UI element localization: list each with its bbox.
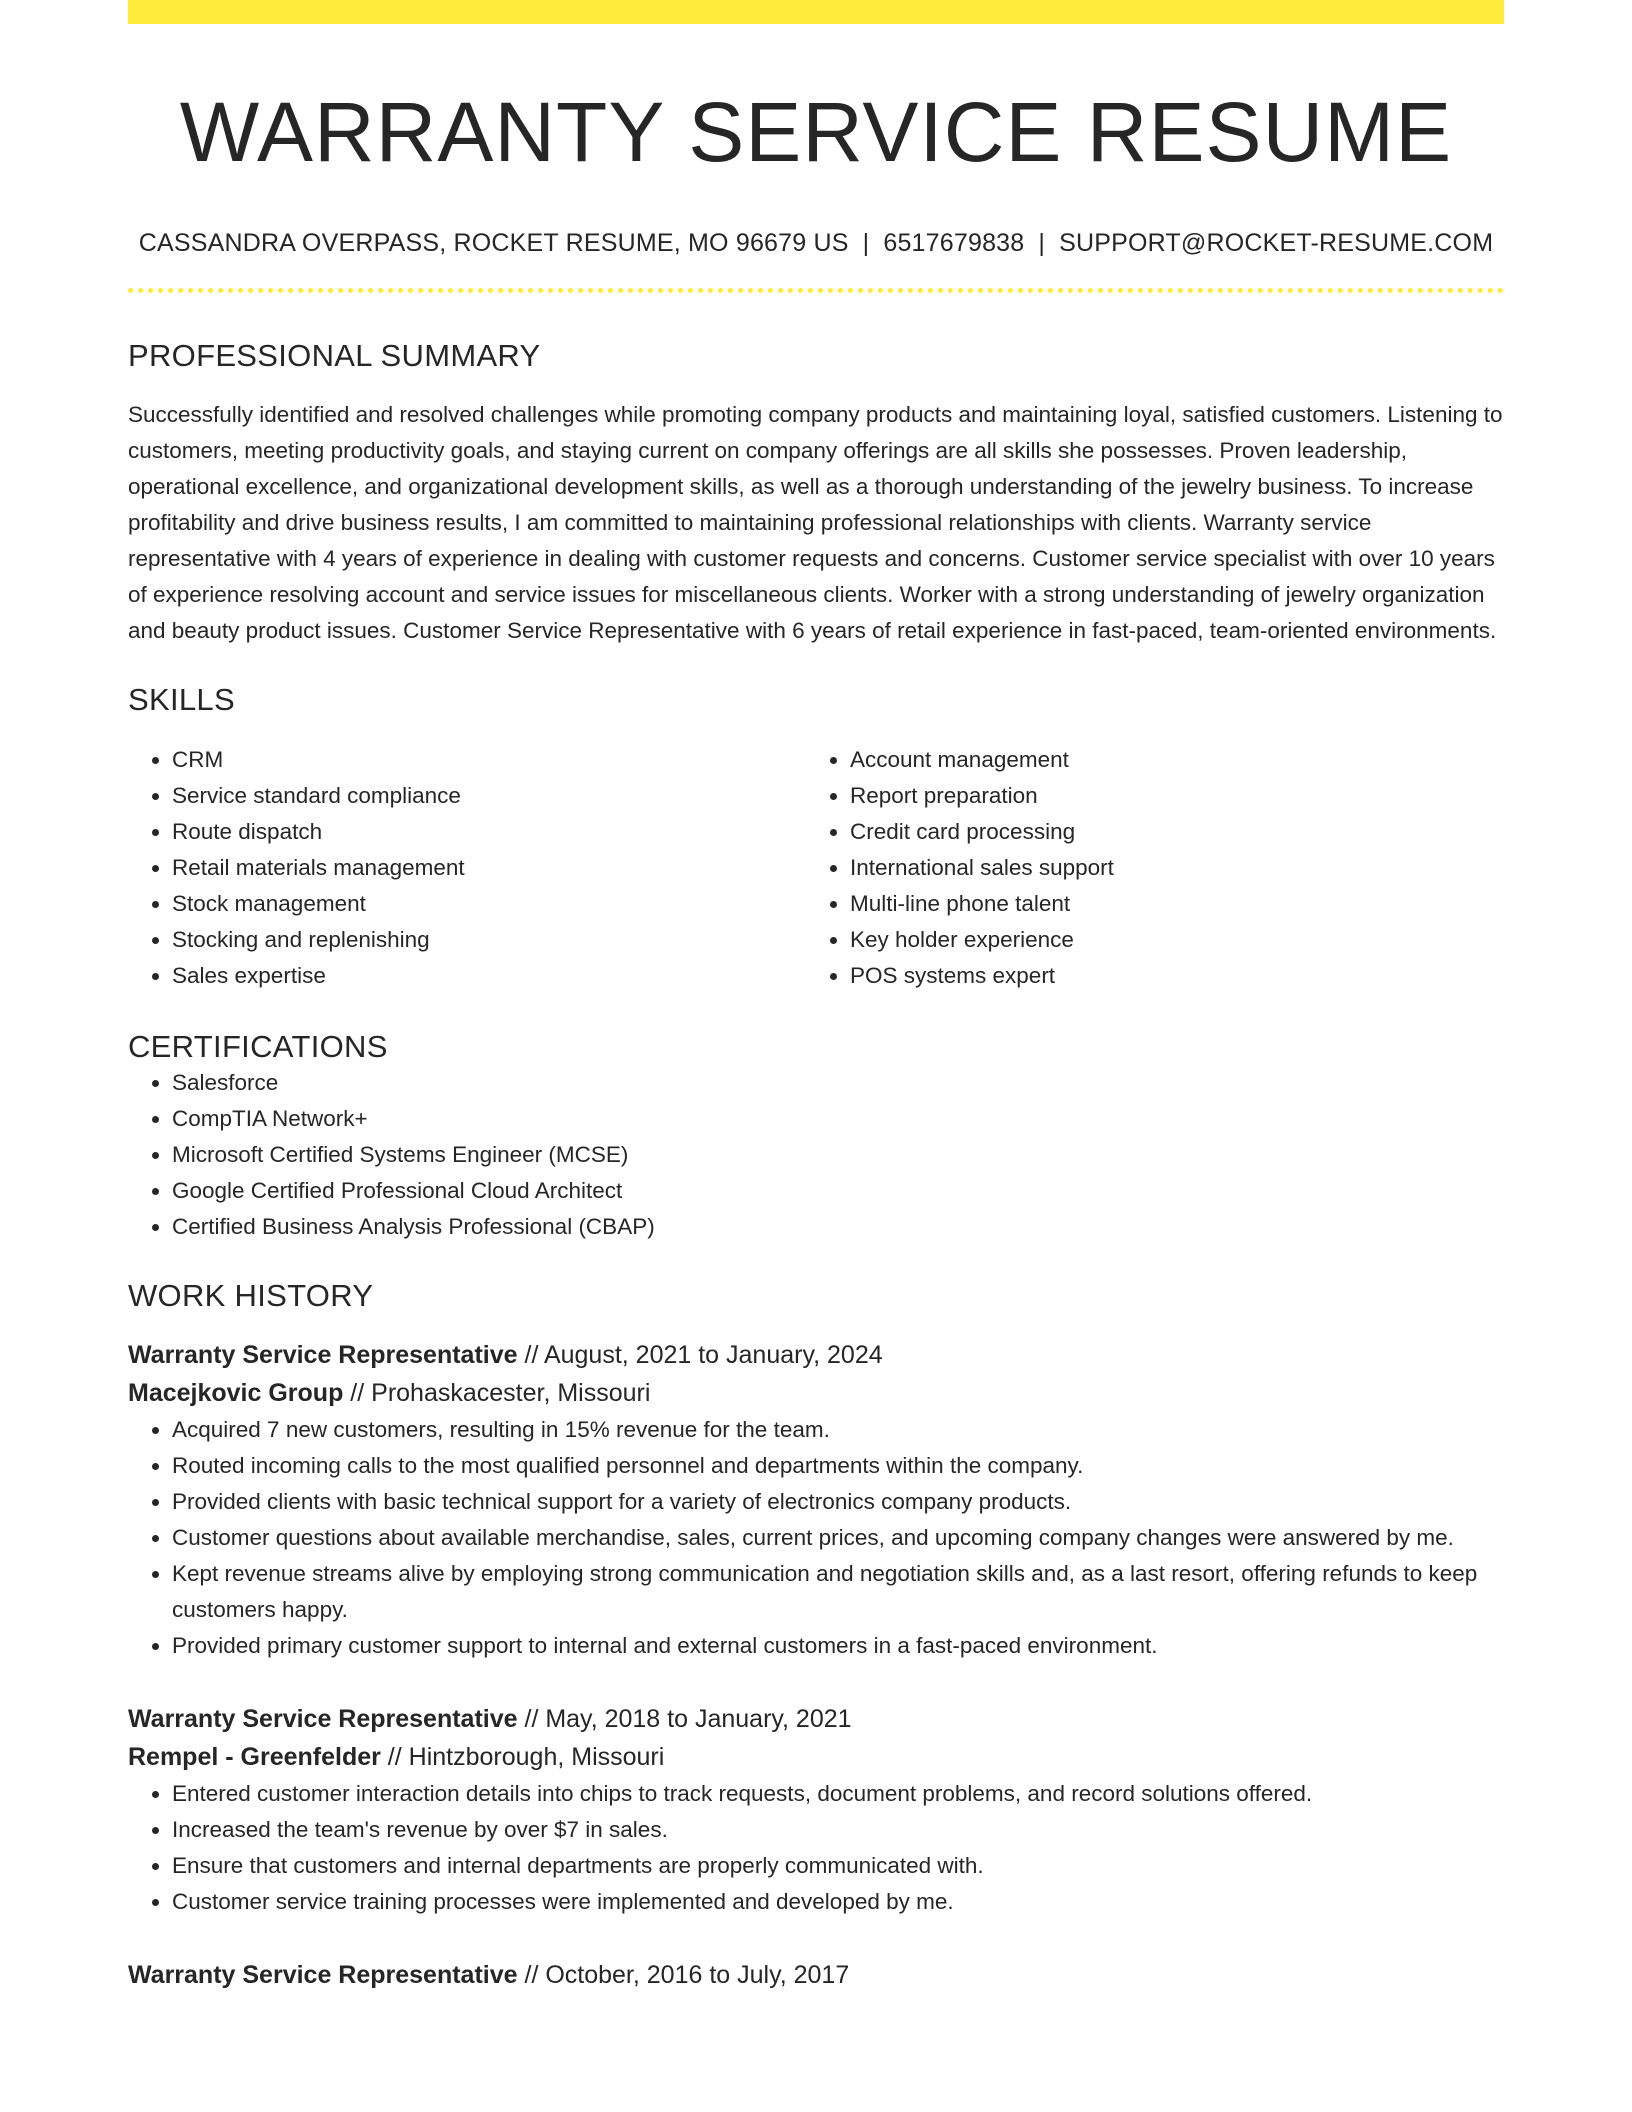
job-title: Warranty Service Representative <box>128 1341 518 1370</box>
skill-item: • Service standard compliance <box>172 778 806 814</box>
job-title: Warranty Service Representative <box>128 1705 518 1734</box>
professional-summary-section <box>128 337 1504 648</box>
contact-phone: 6517679838 <box>883 229 1025 258</box>
skill-item: • Stock management <box>172 886 806 922</box>
job-title-line <box>128 1956 1504 1994</box>
work-history-section <box>128 1277 1504 1994</box>
skills-column-left <box>128 742 806 994</box>
job-title-line <box>128 1700 1504 1738</box>
job-duty-item: • Customer service training processes were implemented and developed by me. <box>172 1884 1504 1920</box>
section-heading: CERTIFICATIONS <box>128 1028 388 1064</box>
job-duty-item: • Kept revenue streams alive by employing strong communication and negotiation skills and, as a last resort, offering refunds to keep customers happy. <box>172 1556 1504 1628</box>
certification-item: • Salesforce <box>172 1065 1504 1101</box>
summary-text: Successfully identified and resolved challenges while promoting company products and maintaining loyal, satisfied customers. Listening to customers, meeting productivity goals, and staying current on company offerings are all skills she possesses. Proven leadership, operational excellence, and organizational development skills, as well as a thorough understanding of the jewelry business. To increase profitability and drive business results, I am committed to maintaining professional relationships with clients. Warranty service representative with 4 years of experience in dealing with customer requests and concerns. Customer service specialist with over 10 years of experience resolving account and service issues for miscellaneous clients. Worker with a strong understanding of jewelry organization and beauty product issues. Customer Service Representative with 6 years of retail experience in fast-paced, team-oriented environments. <box>128 401 1503 643</box>
job-duty-item: • Customer questions about available merchandise, sales, current prices, and upcoming company changes were answered by me. <box>172 1520 1504 1556</box>
skills-column-right <box>806 742 1484 994</box>
certification-item: • Certified Business Analysis Professional (CBAP) <box>172 1209 1504 1245</box>
job-location: // Hintzborough, Missouri <box>380 1743 665 1772</box>
section-heading: WORK HISTORY <box>128 1277 374 1313</box>
skill-item: • Route dispatch <box>172 814 806 850</box>
skill-item: • International sales support <box>850 850 1484 886</box>
skill-item: • Key holder experience <box>850 922 1484 958</box>
skill-item: • Account management <box>850 742 1484 778</box>
section-heading: SKILLS <box>128 681 235 717</box>
job-entry <box>128 1700 1504 1920</box>
skill-item: • Credit card processing <box>850 814 1484 850</box>
dotted-divider <box>128 288 1504 293</box>
certification-item: • CompTIA Network+ <box>172 1101 1504 1137</box>
skills-columns <box>128 742 1504 994</box>
job-location: // Prohaskacester, Missouri <box>343 1379 651 1408</box>
skill-item: • Retail materials management <box>172 850 806 886</box>
contact-address: CASSANDRA OVERPASS, ROCKET RESUME, MO 96679 US <box>138 229 849 258</box>
job-title: Warranty Service Representative <box>128 1961 518 1990</box>
job-company-line <box>128 1374 1504 1412</box>
job-duty-item: • Provided primary customer support to internal and external customers in a fast-paced environment. <box>172 1628 1504 1664</box>
job-company-line <box>128 1738 1504 1776</box>
job-duties-list <box>128 1776 1504 1920</box>
skill-item: • Sales expertise <box>172 958 806 994</box>
job-dates: // May, 2018 to January, 2021 <box>517 1705 852 1734</box>
skill-item: • CRM <box>172 742 806 778</box>
job-duty-item: • Entered customer interaction details into chips to track requests, document problems, and record solutions offered. <box>172 1776 1504 1812</box>
contact-email: SUPPORT@ROCKET-RESUME.COM <box>1059 229 1494 258</box>
skills-section <box>128 681 1504 994</box>
contact-separator: | <box>1038 229 1046 258</box>
skills-list-right <box>806 742 1484 994</box>
contact-separator: | <box>862 229 870 258</box>
skill-item: • Multi-line phone talent <box>850 886 1484 922</box>
certifications-list <box>128 1065 1504 1245</box>
job-duties-list <box>128 1412 1504 1664</box>
resume-title: WARRANTY SERVICE RESUME <box>179 85 1453 179</box>
job-title-line <box>128 1336 1504 1374</box>
job-duty-item: • Increased the team's revenue by over $7 in sales. <box>172 1812 1504 1848</box>
job-duty-item: • Acquired 7 new customers, resulting in 15% revenue for the team. <box>172 1412 1504 1448</box>
skill-item: • Report preparation <box>850 778 1484 814</box>
job-duty-item: • Routed incoming calls to the most qualified personnel and departments within the company. <box>172 1448 1504 1484</box>
section-heading: PROFESSIONAL SUMMARY <box>128 338 541 374</box>
job-company: Macejkovic Group <box>128 1379 344 1408</box>
certification-item: • Google Certified Professional Cloud Architect <box>172 1173 1504 1209</box>
contact-line <box>128 228 1504 258</box>
top-accent-bar <box>128 0 1504 24</box>
resume-page <box>128 0 1504 1994</box>
job-duty-item: • Provided clients with basic technical support for a variety of electronics company products. <box>172 1484 1504 1520</box>
job-entry <box>128 1956 1504 1994</box>
skills-list-left <box>128 742 806 994</box>
job-company: Rempel - Greenfelder <box>128 1743 381 1772</box>
job-entry <box>128 1336 1504 1664</box>
certification-item: • Microsoft Certified Systems Engineer (MCSE) <box>172 1137 1504 1173</box>
skill-item: • Stocking and replenishing <box>172 922 806 958</box>
job-dates: // August, 2021 to January, 2024 <box>517 1341 883 1370</box>
job-duty-item: • Ensure that customers and internal departments are properly communicated with. <box>172 1848 1504 1884</box>
job-dates: // October, 2016 to July, 2017 <box>517 1961 850 1990</box>
certifications-section <box>128 1028 1504 1245</box>
skill-item: • POS systems expert <box>850 958 1484 994</box>
